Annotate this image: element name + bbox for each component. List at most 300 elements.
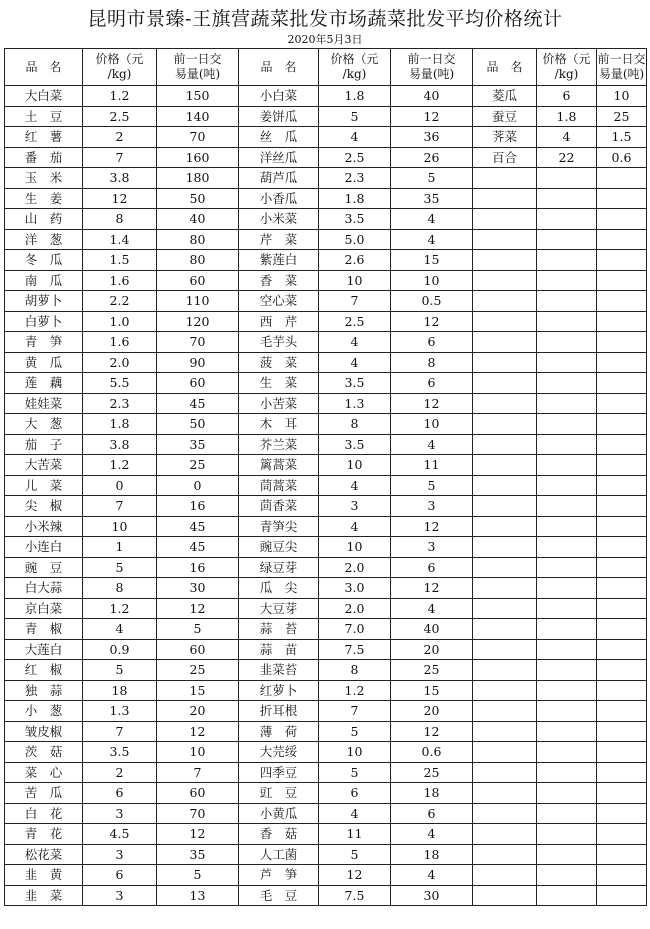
cell-name xyxy=(473,516,537,537)
cell-volume xyxy=(597,168,647,189)
cell-volume xyxy=(597,209,647,230)
cell-price: 10 xyxy=(319,455,391,476)
cell-volume: 1.5 xyxy=(597,127,647,148)
cell-name xyxy=(473,865,537,886)
cell-name: 土 豆 xyxy=(5,106,83,127)
cell-name: 香 菜 xyxy=(239,270,319,291)
cell-name: 青笋尖 xyxy=(239,516,319,537)
table-row xyxy=(5,106,647,127)
cell-volume: 10 xyxy=(597,86,647,107)
cell-price: 6 xyxy=(319,783,391,804)
cell-volume: 110 xyxy=(157,291,239,312)
cell-price xyxy=(537,783,597,804)
cell-volume xyxy=(597,885,647,906)
cell-volume: 8 xyxy=(391,352,473,373)
cell-name xyxy=(473,414,537,435)
cell-name xyxy=(473,824,537,845)
cell-price: 1.0 xyxy=(83,311,157,332)
cell-name xyxy=(473,537,537,558)
cell-volume: 70 xyxy=(157,803,239,824)
cell-name: 洋 葱 xyxy=(5,229,83,250)
cell-name: 菜 心 xyxy=(5,762,83,783)
cell-price xyxy=(537,188,597,209)
cell-price: 4 xyxy=(319,352,391,373)
cell-volume: 15 xyxy=(157,680,239,701)
cell-volume xyxy=(597,250,647,271)
table-row xyxy=(5,373,647,394)
cell-price xyxy=(537,578,597,599)
cell-volume: 4 xyxy=(391,824,473,845)
cell-price xyxy=(537,209,597,230)
cell-name: 荠菜 xyxy=(473,127,537,148)
cell-price xyxy=(537,270,597,291)
header-price: 价格（元 /kg) xyxy=(319,49,391,86)
cell-volume: 120 xyxy=(157,311,239,332)
cell-name: 毛芋头 xyxy=(239,332,319,353)
cell-price xyxy=(537,885,597,906)
table-row xyxy=(5,496,647,517)
cell-price xyxy=(537,250,597,271)
cell-price xyxy=(537,660,597,681)
cell-price: 1.3 xyxy=(83,701,157,722)
sheet-title: 昆明市景臻-王旗营蔬菜批发市场蔬菜批发平均价格统计 xyxy=(87,8,563,30)
cell-price: 8 xyxy=(83,578,157,599)
cell-name xyxy=(473,496,537,517)
table-row xyxy=(5,352,647,373)
cell-name: 姜饼瓜 xyxy=(239,106,319,127)
cell-volume: 16 xyxy=(157,496,239,517)
cell-name xyxy=(473,475,537,496)
cell-price: 4 xyxy=(83,619,157,640)
cell-price: 0 xyxy=(83,475,157,496)
cell-volume: 12 xyxy=(157,598,239,619)
cell-price: 22 xyxy=(537,147,597,168)
table-row xyxy=(5,803,647,824)
cell-name: 木 耳 xyxy=(239,414,319,435)
cell-price xyxy=(537,434,597,455)
cell-volume: 12 xyxy=(157,721,239,742)
cell-name xyxy=(473,660,537,681)
cell-name xyxy=(473,270,537,291)
cell-name xyxy=(473,250,537,271)
cell-name xyxy=(473,311,537,332)
cell-name: 茨 菇 xyxy=(5,742,83,763)
cell-name: 苦 瓜 xyxy=(5,783,83,804)
table-row xyxy=(5,660,647,681)
cell-price: 7.5 xyxy=(319,639,391,660)
cell-volume: 25 xyxy=(391,660,473,681)
cell-name: 豇 豆 xyxy=(239,783,319,804)
cell-volume: 0.6 xyxy=(597,147,647,168)
cell-volume xyxy=(597,742,647,763)
table-row xyxy=(5,393,647,414)
cell-volume: 5 xyxy=(391,168,473,189)
cell-name: 生 姜 xyxy=(5,188,83,209)
cell-price: 5.0 xyxy=(319,229,391,250)
cell-name: 白 花 xyxy=(5,803,83,824)
cell-name: 大苦菜 xyxy=(5,455,83,476)
cell-name: 百合 xyxy=(473,147,537,168)
cell-price: 3.5 xyxy=(319,434,391,455)
cell-volume: 20 xyxy=(391,639,473,660)
cell-name xyxy=(473,803,537,824)
cell-price xyxy=(537,680,597,701)
cell-price: 3 xyxy=(319,496,391,517)
cell-price: 1.8 xyxy=(319,188,391,209)
table-row xyxy=(5,598,647,619)
cell-volume xyxy=(597,229,647,250)
table-row xyxy=(5,188,647,209)
table-row xyxy=(5,537,647,558)
cell-price: 2.5 xyxy=(319,147,391,168)
cell-name: 南 瓜 xyxy=(5,270,83,291)
header-name: 品 名 xyxy=(5,49,83,86)
cell-price: 5 xyxy=(83,557,157,578)
cell-name: 大莲白 xyxy=(5,639,83,660)
cell-volume: 60 xyxy=(157,373,239,394)
cell-name xyxy=(473,455,537,476)
cell-price xyxy=(537,721,597,742)
cell-name xyxy=(473,742,537,763)
cell-volume: 3 xyxy=(391,537,473,558)
cell-price: 5 xyxy=(319,721,391,742)
cell-price xyxy=(537,537,597,558)
cell-price: 1.3 xyxy=(319,393,391,414)
cell-name: 青 椒 xyxy=(5,619,83,640)
cell-price xyxy=(537,557,597,578)
cell-name: 人工菌 xyxy=(239,844,319,865)
table-row xyxy=(5,229,647,250)
cell-name: 独 蒜 xyxy=(5,680,83,701)
cell-price xyxy=(537,352,597,373)
cell-price: 8 xyxy=(319,414,391,435)
cell-volume: 6 xyxy=(391,803,473,824)
cell-name: 红 薯 xyxy=(5,127,83,148)
cell-volume: 15 xyxy=(391,680,473,701)
table-row xyxy=(5,680,647,701)
cell-price xyxy=(537,803,597,824)
cell-name: 皱皮椒 xyxy=(5,721,83,742)
cell-name: 大白菜 xyxy=(5,86,83,107)
table-row xyxy=(5,434,647,455)
cell-volume xyxy=(597,311,647,332)
cell-price: 1.2 xyxy=(83,455,157,476)
cell-volume: 10 xyxy=(391,270,473,291)
cell-name: 儿 菜 xyxy=(5,475,83,496)
cell-name: 菠 菜 xyxy=(239,352,319,373)
cell-name xyxy=(473,885,537,906)
cell-name: 青 花 xyxy=(5,824,83,845)
header-price: 价格（元 /kg) xyxy=(83,49,157,86)
table-row xyxy=(5,86,647,107)
cell-price: 3 xyxy=(83,885,157,906)
cell-price xyxy=(537,393,597,414)
cell-volume xyxy=(597,496,647,517)
cell-volume: 13 xyxy=(157,885,239,906)
cell-volume xyxy=(597,721,647,742)
cell-volume xyxy=(597,639,647,660)
table-row xyxy=(5,701,647,722)
cell-volume xyxy=(597,475,647,496)
cell-price: 4.5 xyxy=(83,824,157,845)
cell-price xyxy=(537,332,597,353)
cell-volume xyxy=(597,824,647,845)
table-row xyxy=(5,455,647,476)
cell-volume: 40 xyxy=(391,619,473,640)
cell-volume: 160 xyxy=(157,147,239,168)
cell-volume: 60 xyxy=(157,270,239,291)
cell-volume: 35 xyxy=(157,434,239,455)
table-row xyxy=(5,885,647,906)
cell-price: 2.0 xyxy=(319,598,391,619)
cell-price: 2.6 xyxy=(319,250,391,271)
cell-volume: 4 xyxy=(391,434,473,455)
table-row xyxy=(5,270,647,291)
cell-price xyxy=(537,742,597,763)
table-row xyxy=(5,721,647,742)
cell-volume: 0.6 xyxy=(391,742,473,763)
cell-price: 1.2 xyxy=(319,680,391,701)
cell-volume: 30 xyxy=(391,885,473,906)
cell-volume: 60 xyxy=(157,783,239,804)
cell-volume xyxy=(597,537,647,558)
cell-volume: 36 xyxy=(391,127,473,148)
cell-name xyxy=(473,557,537,578)
cell-volume: 20 xyxy=(157,701,239,722)
cell-price: 1.2 xyxy=(83,598,157,619)
cell-name: 西 芹 xyxy=(239,311,319,332)
table-row xyxy=(5,250,647,271)
cell-price xyxy=(537,229,597,250)
cell-price: 10 xyxy=(83,516,157,537)
cell-price: 3.5 xyxy=(319,373,391,394)
cell-price: 1.8 xyxy=(319,86,391,107)
cell-price: 6 xyxy=(83,783,157,804)
header-row xyxy=(5,49,647,86)
cell-price: 12 xyxy=(83,188,157,209)
cell-price: 1.4 xyxy=(83,229,157,250)
cell-name: 松花菜 xyxy=(5,844,83,865)
cell-price: 2.2 xyxy=(83,291,157,312)
cell-price xyxy=(537,455,597,476)
cell-price xyxy=(537,619,597,640)
cell-volume xyxy=(597,291,647,312)
cell-volume: 150 xyxy=(157,86,239,107)
cell-volume: 80 xyxy=(157,229,239,250)
cell-name xyxy=(473,680,537,701)
cell-price: 7 xyxy=(83,721,157,742)
cell-name xyxy=(473,332,537,353)
table-body xyxy=(5,86,647,906)
cell-name: 菱瓜 xyxy=(473,86,537,107)
cell-name xyxy=(473,598,537,619)
cell-volume xyxy=(597,188,647,209)
cell-volume: 20 xyxy=(391,701,473,722)
cell-price: 2 xyxy=(83,127,157,148)
cell-price: 3.8 xyxy=(83,434,157,455)
cell-price: 2 xyxy=(83,762,157,783)
cell-name: 芹 菜 xyxy=(239,229,319,250)
table-row xyxy=(5,844,647,865)
cell-price: 1.8 xyxy=(83,414,157,435)
cell-price xyxy=(537,311,597,332)
cell-price: 3 xyxy=(83,844,157,865)
cell-name xyxy=(473,209,537,230)
cell-price: 5 xyxy=(319,844,391,865)
cell-price xyxy=(537,762,597,783)
cell-volume xyxy=(597,270,647,291)
cell-name: 薄 荷 xyxy=(239,721,319,742)
cell-name: 小连白 xyxy=(5,537,83,558)
cell-name: 小香瓜 xyxy=(239,188,319,209)
cell-volume: 6 xyxy=(391,332,473,353)
cell-volume xyxy=(597,455,647,476)
cell-volume: 12 xyxy=(391,516,473,537)
cell-volume xyxy=(597,598,647,619)
cell-name: 小 葱 xyxy=(5,701,83,722)
cell-volume xyxy=(597,762,647,783)
cell-volume: 4 xyxy=(391,229,473,250)
cell-name: 韭菜苔 xyxy=(239,660,319,681)
cell-name: 豌豆尖 xyxy=(239,537,319,558)
cell-price: 7 xyxy=(83,147,157,168)
cell-name: 香 菇 xyxy=(239,824,319,845)
cell-price: 8 xyxy=(83,209,157,230)
table-row xyxy=(5,127,647,148)
cell-volume: 12 xyxy=(391,393,473,414)
cell-name: 折耳根 xyxy=(239,701,319,722)
cell-name: 大 葱 xyxy=(5,414,83,435)
cell-volume: 10 xyxy=(391,414,473,435)
cell-name xyxy=(473,393,537,414)
cell-volume: 0 xyxy=(157,475,239,496)
cell-price: 3.5 xyxy=(319,209,391,230)
cell-volume: 25 xyxy=(391,762,473,783)
cell-name: 胡萝卜 xyxy=(5,291,83,312)
cell-volume xyxy=(597,373,647,394)
cell-price: 10 xyxy=(319,537,391,558)
cell-price xyxy=(537,516,597,537)
cell-volume: 18 xyxy=(391,783,473,804)
cell-volume: 4 xyxy=(391,865,473,886)
cell-name: 丝 瓜 xyxy=(239,127,319,148)
cell-name: 紫莲白 xyxy=(239,250,319,271)
table-row xyxy=(5,475,647,496)
cell-volume: 50 xyxy=(157,188,239,209)
cell-volume: 70 xyxy=(157,127,239,148)
cell-volume: 40 xyxy=(157,209,239,230)
cell-price: 2.3 xyxy=(83,393,157,414)
cell-name: 青 笋 xyxy=(5,332,83,353)
cell-price: 5 xyxy=(83,660,157,681)
cell-volume: 30 xyxy=(157,578,239,599)
cell-price: 7.5 xyxy=(319,885,391,906)
cell-name: 黄 瓜 xyxy=(5,352,83,373)
cell-price: 7 xyxy=(83,496,157,517)
cell-volume: 4 xyxy=(391,209,473,230)
cell-volume xyxy=(597,701,647,722)
cell-volume xyxy=(597,803,647,824)
cell-volume xyxy=(597,660,647,681)
cell-price: 4 xyxy=(537,127,597,148)
cell-name: 小米辣 xyxy=(5,516,83,537)
table-row xyxy=(5,516,647,537)
cell-name xyxy=(473,721,537,742)
table-row xyxy=(5,742,647,763)
cell-volume: 40 xyxy=(391,86,473,107)
cell-name: 蚕豆 xyxy=(473,106,537,127)
cell-volume: 80 xyxy=(157,250,239,271)
cell-name: 娃娃菜 xyxy=(5,393,83,414)
cell-price: 1.5 xyxy=(83,250,157,271)
cell-price xyxy=(537,496,597,517)
cell-name: 红 椒 xyxy=(5,660,83,681)
cell-price: 2.5 xyxy=(319,311,391,332)
cell-name: 小黄瓜 xyxy=(239,803,319,824)
cell-price: 10 xyxy=(319,742,391,763)
cell-price xyxy=(537,291,597,312)
cell-name: 韭 菜 xyxy=(5,885,83,906)
cell-price: 4 xyxy=(319,475,391,496)
cell-volume: 45 xyxy=(157,393,239,414)
cell-volume xyxy=(597,434,647,455)
cell-price: 5 xyxy=(319,762,391,783)
cell-volume: 6 xyxy=(391,557,473,578)
price-table xyxy=(4,48,647,906)
cell-price: 3.5 xyxy=(83,742,157,763)
cell-price: 1.6 xyxy=(83,270,157,291)
cell-name: 韭 黄 xyxy=(5,865,83,886)
cell-volume: 5 xyxy=(391,475,473,496)
cell-volume: 25 xyxy=(157,660,239,681)
sheet-date: 2020年5月3日 xyxy=(287,33,363,46)
cell-volume xyxy=(597,619,647,640)
cell-volume: 180 xyxy=(157,168,239,189)
cell-volume: 90 xyxy=(157,352,239,373)
cell-price: 5.5 xyxy=(83,373,157,394)
cell-price xyxy=(537,598,597,619)
cell-name: 小米菜 xyxy=(239,209,319,230)
cell-price: 4 xyxy=(319,803,391,824)
cell-name: 葫芦瓜 xyxy=(239,168,319,189)
cell-price xyxy=(537,414,597,435)
cell-price xyxy=(537,475,597,496)
cell-name: 茼蒿菜 xyxy=(239,475,319,496)
cell-name: 茴香菜 xyxy=(239,496,319,517)
cell-name: 番 茄 xyxy=(5,147,83,168)
cell-volume: 5 xyxy=(157,619,239,640)
cell-volume: 15 xyxy=(391,250,473,271)
cell-name: 豌 豆 xyxy=(5,557,83,578)
cell-name: 芦 笋 xyxy=(239,865,319,886)
cell-volume: 35 xyxy=(157,844,239,865)
cell-price: 3 xyxy=(83,803,157,824)
cell-price: 2.0 xyxy=(319,557,391,578)
cell-name: 生 菜 xyxy=(239,373,319,394)
cell-name: 瓜 尖 xyxy=(239,578,319,599)
cell-volume: 25 xyxy=(157,455,239,476)
table-row xyxy=(5,311,647,332)
table-row xyxy=(5,619,647,640)
cell-volume xyxy=(597,352,647,373)
cell-price xyxy=(537,824,597,845)
cell-volume: 10 xyxy=(157,742,239,763)
cell-volume: 70 xyxy=(157,332,239,353)
cell-name: 冬 瓜 xyxy=(5,250,83,271)
cell-volume: 12 xyxy=(157,824,239,845)
cell-volume: 12 xyxy=(391,106,473,127)
cell-name xyxy=(473,229,537,250)
